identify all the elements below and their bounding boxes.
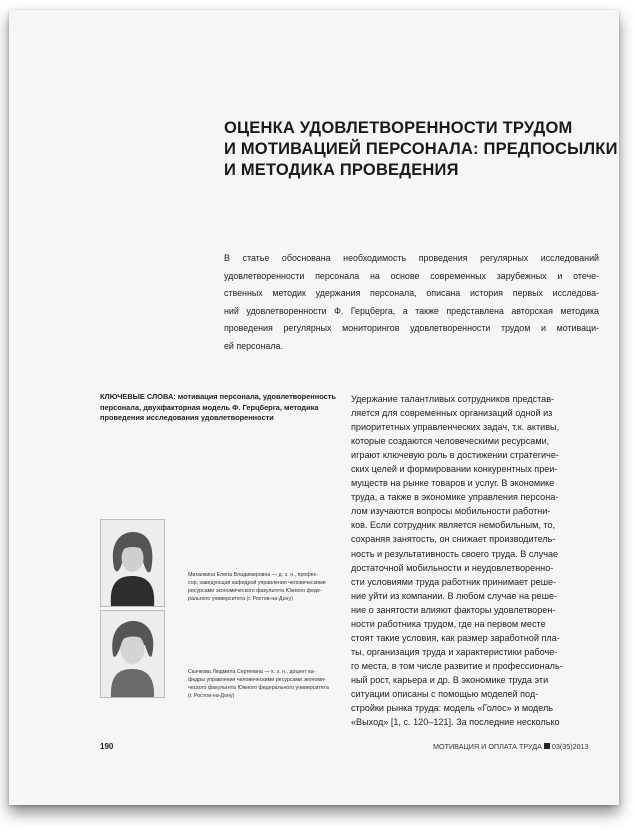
journal-issue: 03(35)2013 (551, 742, 589, 751)
body-line: труда, а также в экономике управления персона- (351, 492, 559, 503)
journal-name: МОТИВАЦИЯ И ОПЛАТА ТРУДА (433, 742, 542, 751)
title-line: И МЕТОДИКА ПРОВЕДЕНИЯ (224, 161, 459, 179)
body-line: достаточной мобильности и неудовлетворенно- (351, 562, 554, 573)
article-title (224, 118, 618, 181)
abstract-line: удовлетворенности персонала на основе современных зарубежных и отече- (224, 270, 599, 281)
title-line: ОЦЕНКА УДОВЛЕТВОРЕННОСТИ ТРУДОМ (224, 119, 573, 137)
portrait-image (101, 611, 164, 697)
body-line: ситуации описаны с помощью моделей под- (351, 688, 539, 699)
body-line: «Выход» [1, с. 120–121]. За последние несколько (351, 717, 560, 728)
page-number: 190 (100, 742, 114, 751)
body-line: ный рост, карьера и др. В экономике труда эти (351, 674, 549, 685)
body-line: стройки рынка труда: модель «Голос» и модель (351, 703, 554, 714)
author-bio-line: ресурсами экономического факультета Южного феде- (188, 587, 322, 594)
body-line: го места, в том числе развитие и профессиональ- (351, 660, 563, 671)
keywords-line: КЛЮЧЕВЫЕ СЛОВА: мотивация персонала, удовлетворенность (100, 392, 336, 401)
body-line: ты, организация труда и характеристики рабоче- (351, 646, 558, 657)
portrait-image (101, 520, 164, 606)
body-line: играют ключевую роль в достижении стратегиче- (351, 450, 559, 461)
author-bio-line: ческого факультета Южного федерального университета (188, 684, 329, 691)
abstract-line: проведения регулярных мониторингов удовлетворенности трудом и мотиваци- (224, 323, 599, 334)
author-photo (100, 610, 165, 698)
keywords-line: персонала, двухфакторная модель Ф. Герцберга, методика (100, 402, 319, 412)
article-abstract (224, 250, 599, 356)
body-line: муществ на рынке товаров и услуг. В экономике (351, 478, 555, 489)
body-line: которые создаются человеческими ресурсами, (351, 436, 550, 447)
abstract-line: ственных методик удержания персонала, описана история первых исследова- (224, 288, 599, 299)
body-line: ков. Если сотрудник является немобильным, то, (351, 520, 556, 531)
keywords-block (100, 392, 335, 424)
author-bio (188, 572, 348, 604)
body-line: ность и результативность своего труда. В случае (351, 548, 559, 559)
body-line: ности работника трудом, где на первом месте (351, 618, 546, 629)
author-bio-line: рального университета (г. Ростов-на-Дону) (188, 595, 293, 602)
author-bio-line: Михалкина Елена Владимировна — д. э. н., профес- (188, 572, 319, 578)
author-photo (100, 519, 165, 607)
body-line: ляется для современных организаций одной из (351, 408, 553, 419)
body-line: сти условиями труда работник принимает реше- (351, 576, 557, 587)
body-line: сохраняя занятость, он снижает производитель- (351, 534, 556, 545)
author-bio-line: федры управления человеческими ресурсами экономи- (188, 676, 326, 683)
body-line: ние о занятости влияют факторы удовлетворен- (351, 604, 556, 615)
body-line: ских целей и формировании конкурентных преи- (351, 464, 558, 475)
author-bio (188, 669, 348, 701)
abstract-line: ей персонала. (224, 340, 283, 351)
abstract-line: ний удовлетворенности Ф. Герцберга, а также представлена авторская методика (224, 305, 599, 316)
title-line: И МОТИВАЦИЕЙ ПЕРСОНАЛА: ПРЕДПОСЫЛКИ (224, 140, 618, 158)
journal-footer (433, 742, 589, 751)
body-line: стоят такие условия, как размер заработной пла- (351, 632, 560, 643)
journal-page (9, 10, 619, 805)
abstract-line: В статье обоснована необходимость проведения регулярных исследований (224, 253, 599, 263)
author-bio-line: Скачкова Людмила Сергеевна — к. э. н., доцент ка- (188, 669, 316, 675)
author-bio-line: сор, заведующая кафедрой управления человеческими (188, 579, 326, 586)
author-bio-line: (г. Ростов-на-Дону) (188, 692, 235, 699)
body-line: приоритетных управленческих задач, т.к. активы, (351, 422, 560, 433)
article-body (351, 392, 591, 729)
keywords-line: проведения исследования удовлетворенности (100, 413, 274, 422)
body-line: ние уйти из компании. В любом случае на реше- (351, 590, 558, 601)
body-line: лом изучаются вопросы мобильности работни- (351, 506, 551, 517)
square-separator-icon (544, 743, 550, 749)
body-line: Удержание талантливых сотрудников представ- (351, 394, 555, 404)
